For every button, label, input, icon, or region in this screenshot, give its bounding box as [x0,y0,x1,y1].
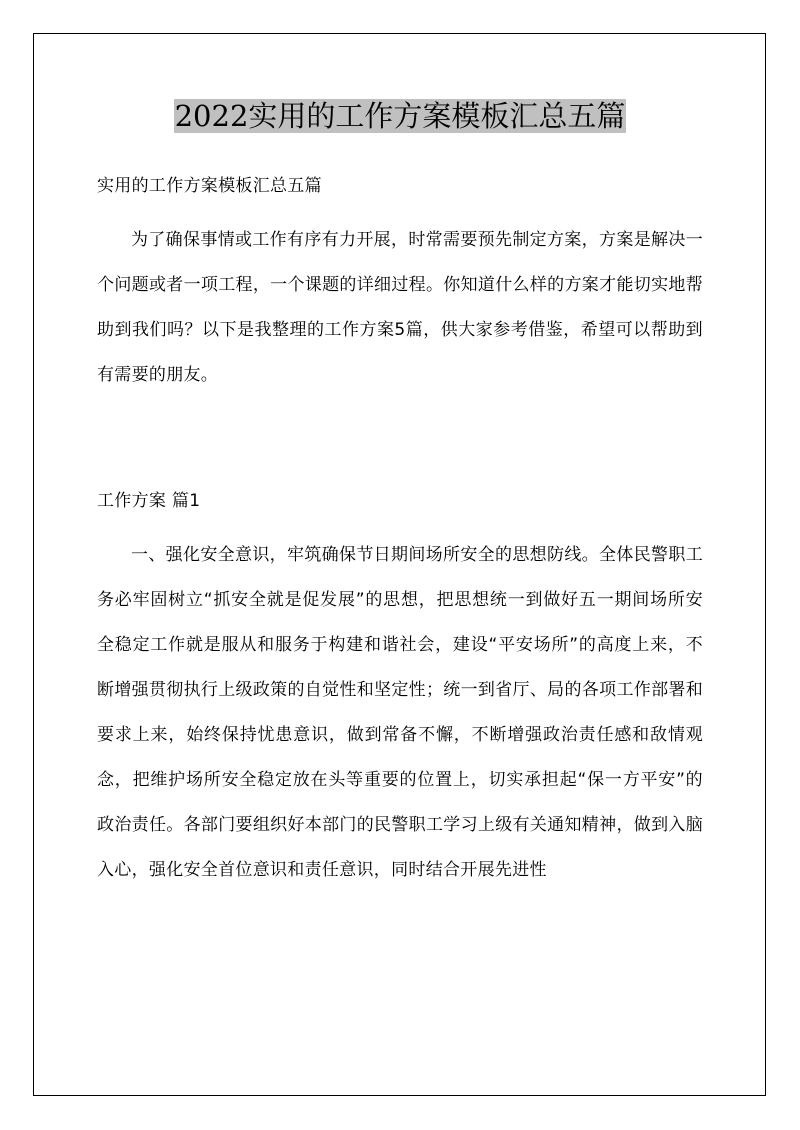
section-paragraph: 一、强化安全意识，牢筑确保节日期间场所安全的思想防线。全体民警职工务必牢固树立“抓安全就是促发展”的思想，把思想统一到做好五一期间场所安全稳定工作就是服从和服务于构建和谐社会，建设“平安场所”的高度上来，不断增强贯彻执行上级政策的自觉性和坚定性；统一到省厅、局的各项工作部署和要求上来，始终保持忧患意识，做到常备不懈，不断增强政治责任感和敌情观念，把维护场所安全稳定放在头等重要的位置上，切实承担起“保一方平安”的政治责任。各部门要组织好本部门的民警职工学习上级有关通知精神，做到入脑入心，强化安全首位意识和责任意识，同时结合开展先进性 [97,545,703,880]
document-subtitle: 实用的工作方案模板汇总五篇 [97,176,322,196]
document-title [0,95,800,137]
intro-section [97,218,703,398]
intro-paragraph: 为了确保事情或工作有序有力开展，时常需要预先制定方案，方案是解决一个问题或者一项工程，一个课题的详细过程。你知道什么样的方案才能切实地帮助到我们吗？以下是我整理的工作方案5篇，供大家参考借鉴，希望可以帮助到有需要的朋友。 [97,230,703,385]
section-heading: 工作方案 篇1 [97,491,201,511]
document-title-text: 2022实用的工作方案模板汇总五篇 [174,99,626,133]
section-body [97,533,703,893]
